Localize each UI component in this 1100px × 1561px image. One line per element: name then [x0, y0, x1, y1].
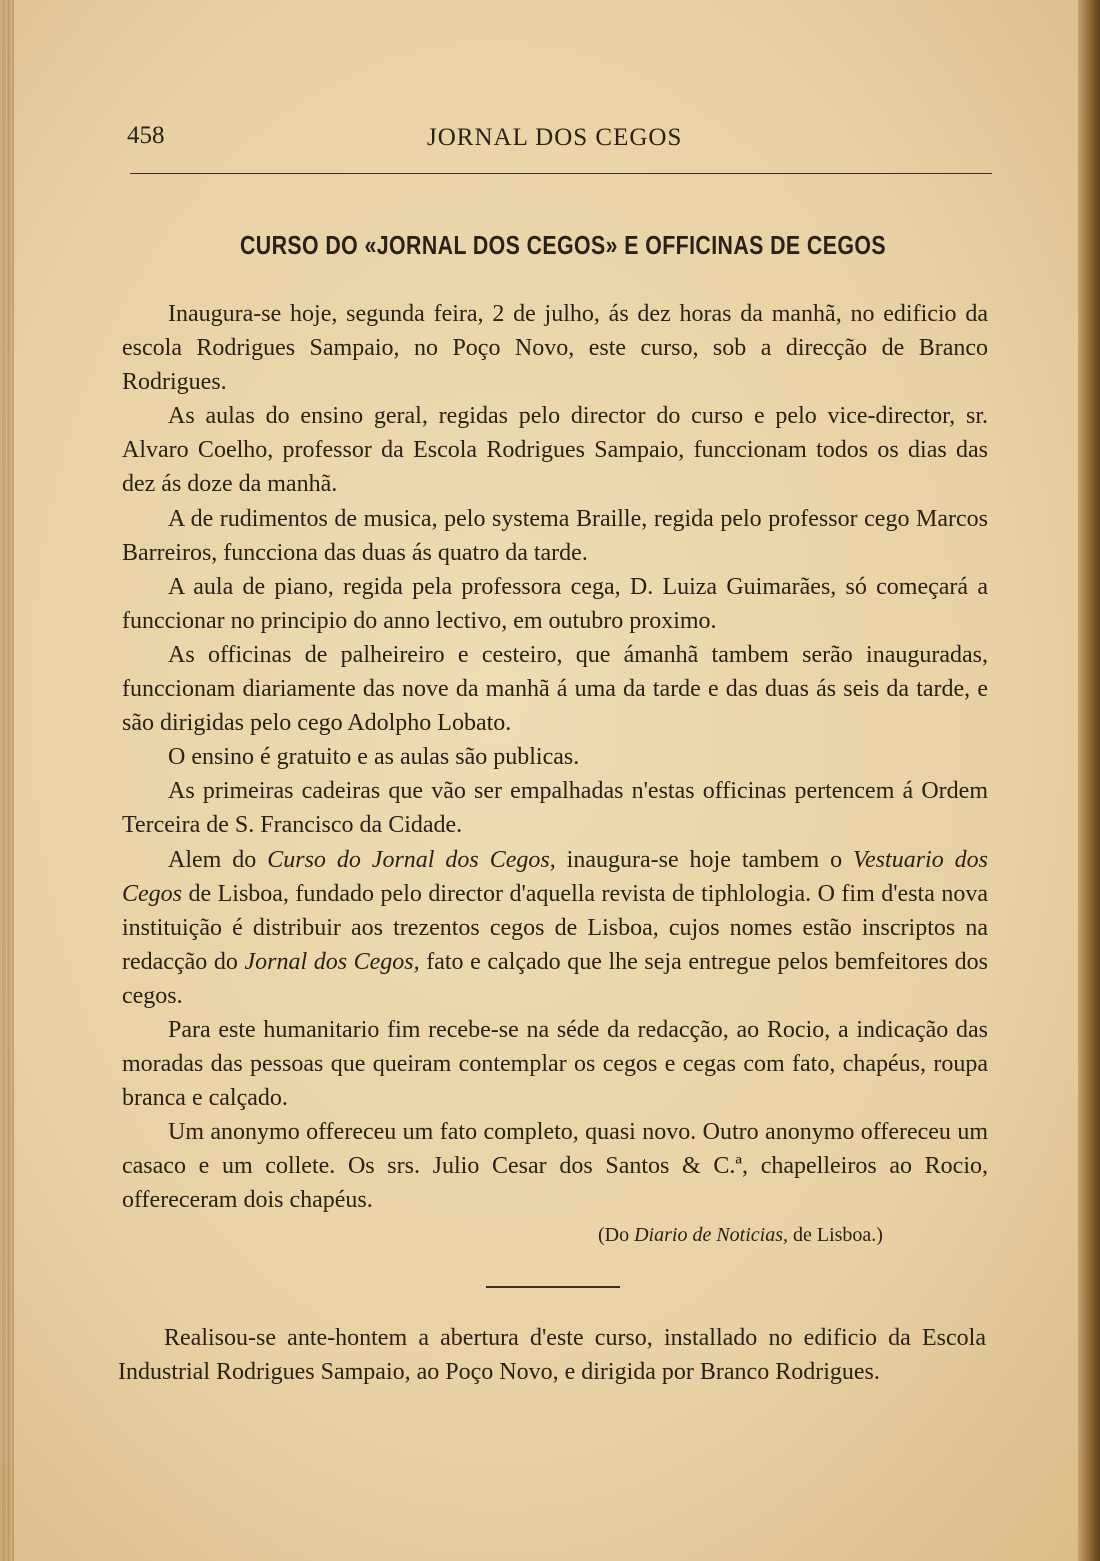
paragraph: Inaugura-se hoje, segunda feira, 2 de julho, ás dez horas da manhã, no edificio da escola Rodrigues Sampaio, no Poço Novo, este curso, sob a direcção de Branco Rodrigues.	[122, 301, 988, 396]
page-binding-edge	[0, 0, 14, 1561]
paragraph: A de rudimentos de musica, pelo systema Braille, regida pelo professor cego Marcos Barreiros, funcciona das duas ás quatro da tarde.	[122, 505, 988, 566]
page-header	[127, 122, 993, 162]
article-body	[122, 297, 988, 1218]
paragraph: As officinas de palheireiro e cesteiro, que ámanhã tambem serão inauguradas, funccionam diariamente das nove da manhã á uma da tarde e das duas ás seis da tarde, e são dirigidas pelo cego Adolpho Lobato.	[122, 641, 988, 737]
paragraph-vestuario: Alem do Curso do Jornal dos Cegos, inaugura-se hoje tambem o Vestuario dos Cegos de Lisboa, fundado pelo director d'aquella revista de tiphlologia. O fim d'esta nova instituição é distribuir aos trezentos cegos de Lisboa, cujos nomes estão inscriptos na redacção do Jornal dos Cegos, fato e calçado que lhe seja entregue pelos bemfeitores dos cegos.	[122, 846, 988, 1009]
paragraph: As primeiras cadeiras que vão ser empalhadas n'estas officinas pertencem á Ordem Terceira de S. Francisco da Cidade.	[122, 778, 988, 839]
section-divider	[486, 1286, 620, 1288]
paragraph: As aulas do ensino geral, regidas pelo director do curso e pelo vice-director, sr. Alvaro Coelho, professor da Escola Rodrigues Sampaio, funccionam todos os dias das dez ás doze da manhã.	[122, 403, 988, 498]
publication-name: Jornal dos Cegos,	[244, 948, 420, 975]
paragraph: A aula de piano, regida pela professora cega, D. Luiza Guimarães, só começará a funccionar no principio do anno lectivo, em outubro proximo.	[122, 573, 988, 634]
running-title: JORNAL DOS CEGOS	[427, 124, 683, 151]
institution-name: Vestuario dos Cegos	[122, 846, 988, 907]
paragraph: O ensino é gratuito e as aulas são publicas.	[168, 744, 580, 771]
article-title: CURSO DO «JORNAL DOS CEGOS» E OFFICINAS DE CEGOS	[240, 230, 886, 260]
paragraph: Um anonymo offereceu um fato completo, quasi novo. Outro anonymo offereceu um casaco e um collete. Os srs. Julio Cesar dos Santos & C.ª, chapelleiros ao Rocio, offereceram dois chapéus.	[122, 1119, 988, 1214]
publication-name: Curso do Jornal dos Cegos,	[267, 846, 556, 873]
source-newspaper: Diario de Noticias,	[634, 1224, 788, 1246]
page-number: 458	[127, 122, 165, 149]
paragraph: Para este humanitario fim recebe-se na séde da redacção, ao Rocio, a indicação das moradas das pessoas que queiram contemplar os cegos e cegas com fato, chapéus, roupa branca e calçado.	[122, 1016, 988, 1112]
page-outer-edge	[1078, 0, 1100, 1561]
second-article-body	[118, 1321, 986, 1389]
header-rule	[130, 173, 992, 174]
paragraph: Realisou-se ante-hontem a abertura d'este curso, installado no edificio da Escola Industrial Rodrigues Sampaio, ao Poço Novo, e dirigida por Branco Rodrigues.	[118, 1325, 986, 1386]
source-citation: (Do Diario de Noticias, de Lisboa.)	[598, 1224, 883, 1246]
